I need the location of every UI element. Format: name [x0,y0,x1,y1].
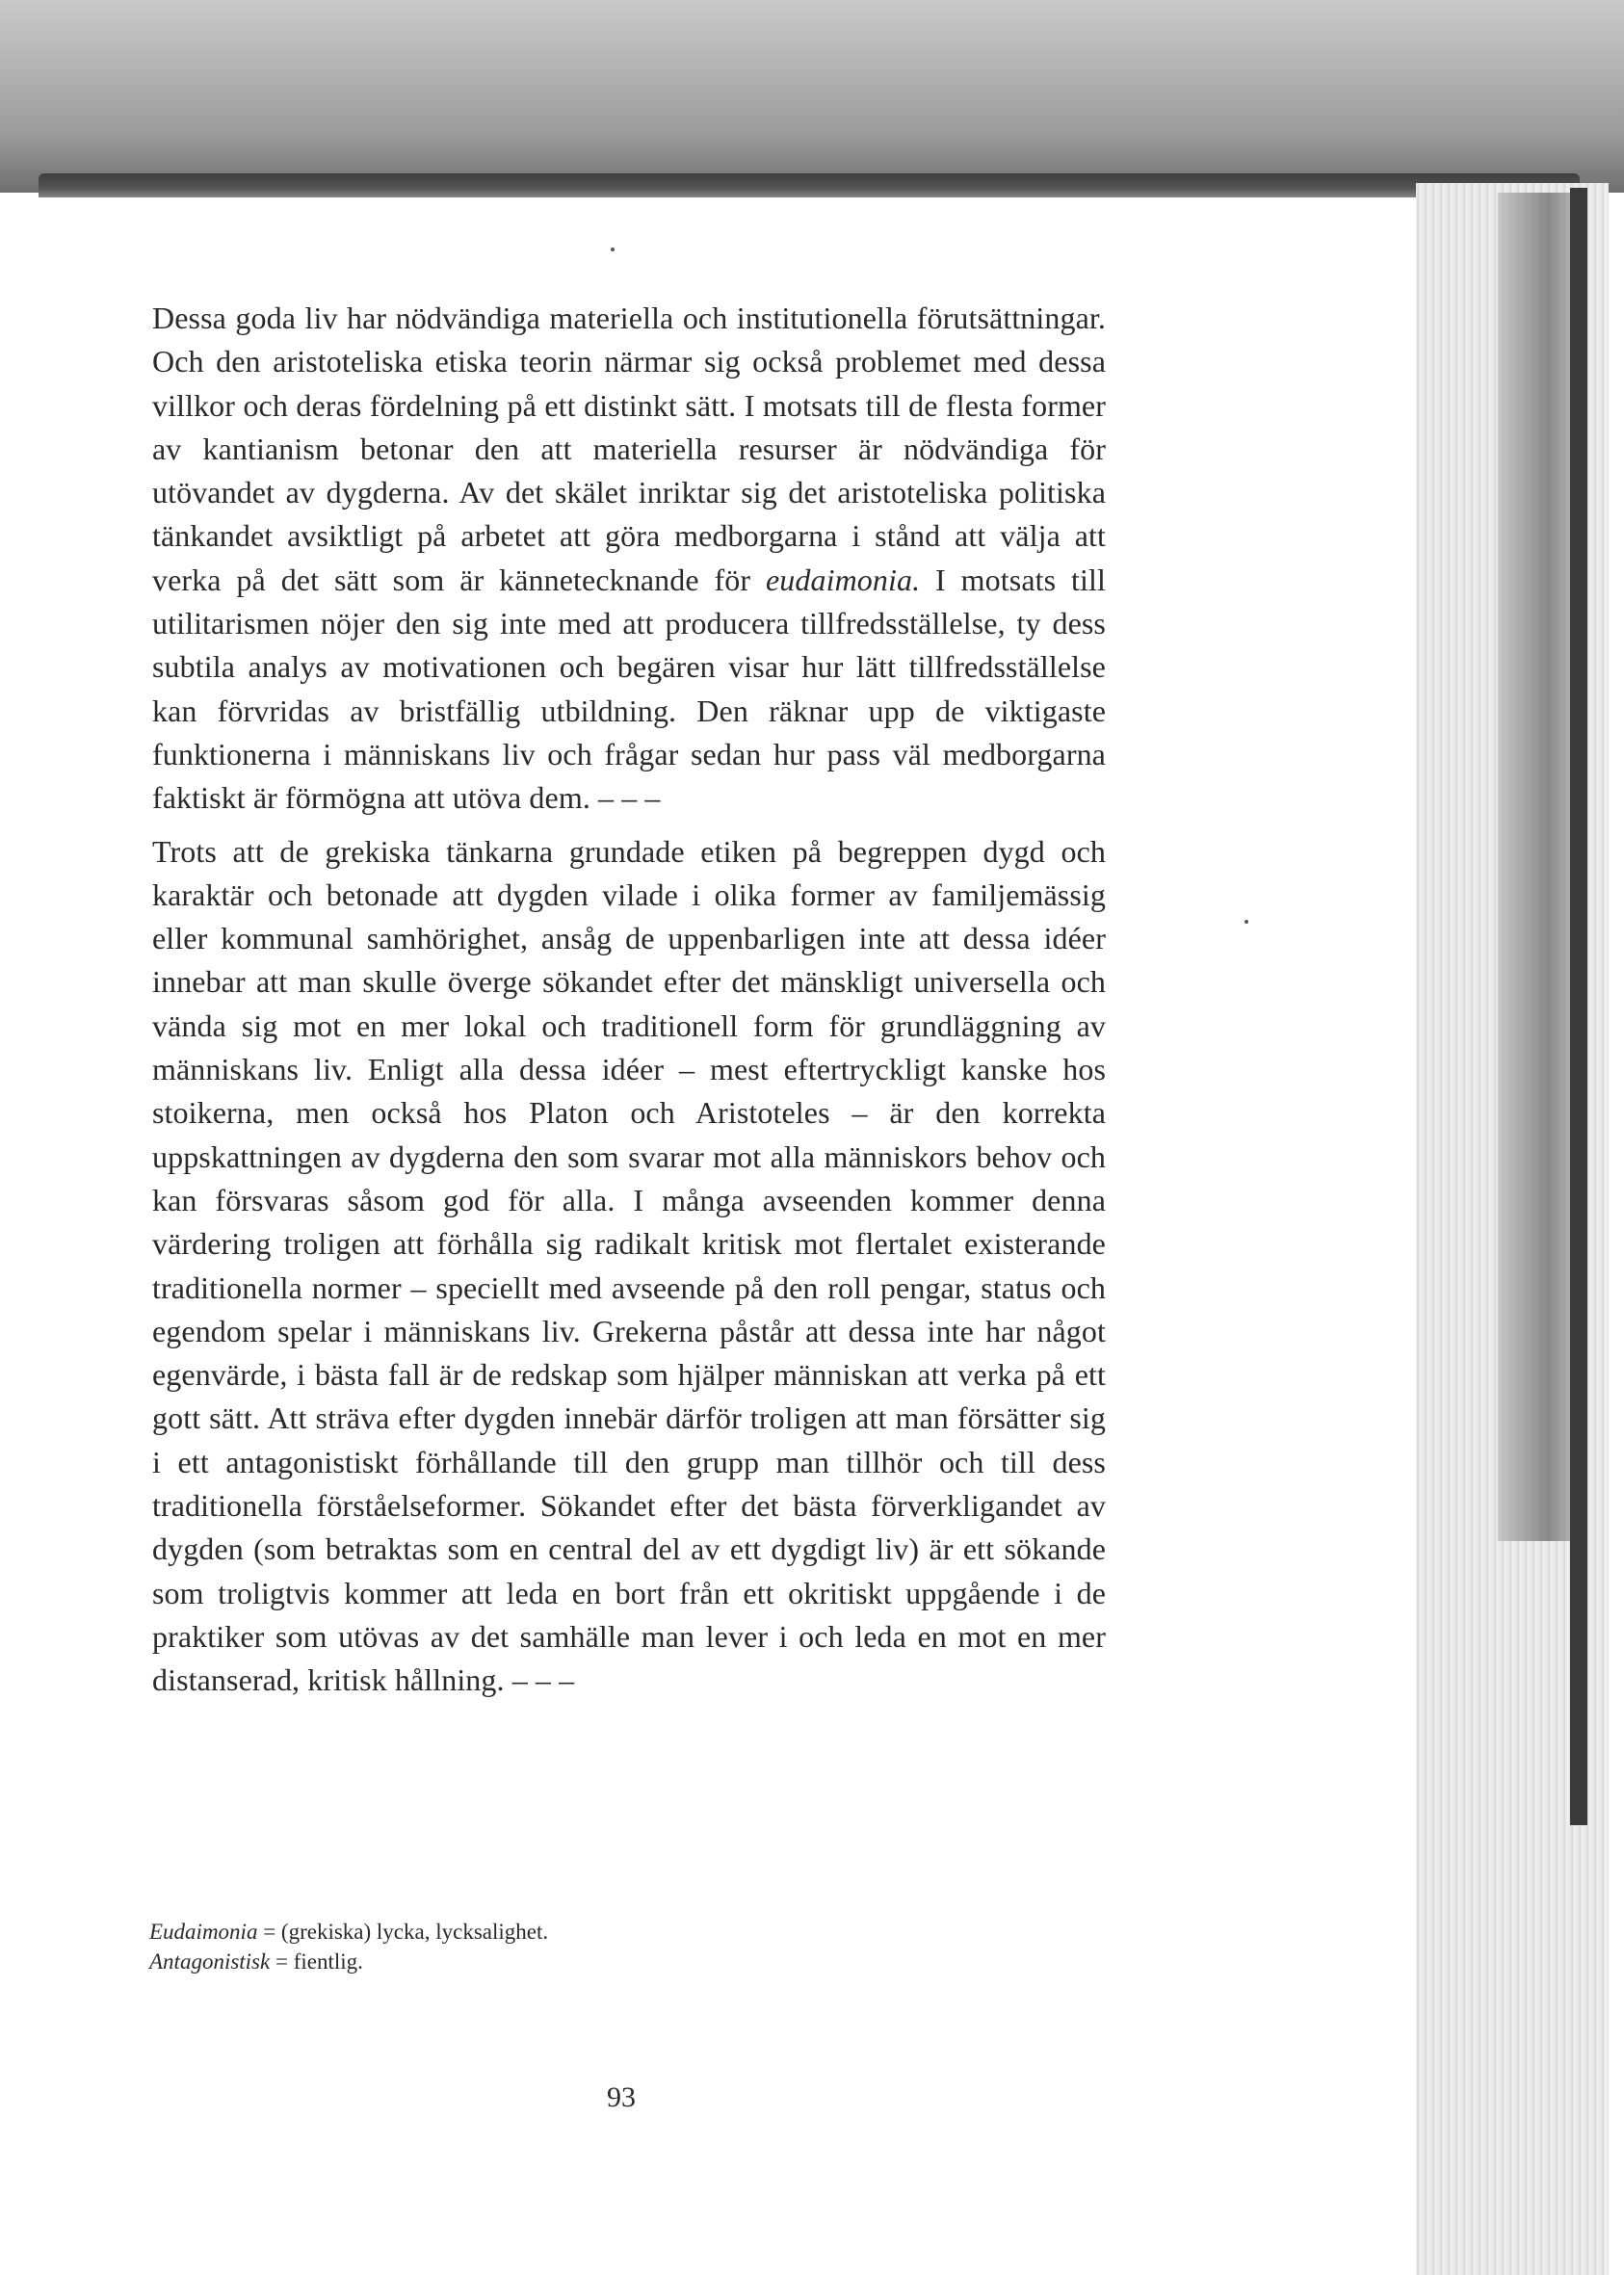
footnote-antagonistisk [149,1947,920,1976]
scan-speck [611,248,615,251]
footnote-eudaimonia [149,1917,920,1947]
page-number: 93 [607,2081,636,2113]
book-page-edges-shadow [1498,193,1570,1541]
paragraph-1-text-end: I motsats till utilitarismen nöjer den sig inte med att producera tillfredsställelse, ty dess subtila analys av motivationen och begären visar hur lätt tillfredsställelse kan förvridas av bristfällig utbildning. Den räknar upp de viktigaste funktionerna i människans liv och frågar sedan hur pass väl medborgarna faktiskt är förmögna att utöva dem. – – – [152,562,1106,816]
book-binding-edge [1570,188,1587,1825]
paragraph-1 [152,297,1106,821]
paragraph-2: Trots att de grekiska tänkarna grundade etiken på begreppen dygd och karaktär och betonade att dygden vilade i olika former av familjemässig eller kommunal samhörighet, ansåg de uppenbarligen inte att dessa idéer innebar att man skulle överge sökandet efter det mänskligt universella och vända sig mot en mer lokal och traditionell form för grundläggning av människans liv. Enligt alla dessa idéer – mest eftertryckligt kanske hos stoikerna, men också hos Platon och Aristoteles – är den korrekta uppskattningen av dygderna den som svarar mot alla människors behov och kan försvaras såsom god för alla. I många avseenden kommer denna värdering troligen att förhålla sig radikalt kritisk mot flertalet existerande traditionella normer – speciellt med avseende på den roll pengar, status och egendom spelar i människans liv. Grekerna påstår att dessa inte har något egenvärde, i bästa fall är de redskap som hjälper människan att verka på ett gott sätt. Att sträva efter dygden innebär därför troligen att man försätter sig i ett antagonistiskt förhållande till den grupp man tillhör och till dess traditionella förståelseformer. Sökandet efter det bästa förverkligandet av dygden (som betraktas som en central del av ett dygdigt liv) är ett sökande som troligtvis kommer att leda en bort från ett okritiskt uppgående i de praktiker som utövas av det samhälle man lever i och leda en mot en mer distanserad, kritisk hållning. – – – [152,833,1106,1698]
footnote-term: Eudaimonia [149,1920,258,1944]
scan-shadow-top [0,0,1624,193]
scan-speck [1244,920,1248,924]
paragraph-1-emphasis: eudaimonia. [765,562,921,597]
book-page [0,197,1416,2275]
footnotes [149,1917,920,1976]
footnote-definition: = (grekiska) lycka, lycksalighet. [257,1920,549,1944]
footnote-term: Antagonistisk [149,1949,271,1974]
footnote-definition: = fientlig. [270,1949,363,1974]
paragraph-1-text-start: Dessa goda liv har nödvändiga materiella och institutionella förutsättningar. Och den aristoteliska etiska teorin närmar sig också problemet med dessa villkor och deras fördelning på ett distinkt sätt. I motsats till de flesta former av kantianism betonar den att materiella resurser är nödvändiga för utövandet av dygderna. Av det skälet inriktar sig det aristoteliska politiska tänkandet avsiktligt på arbetet att göra medborgarna i stånd att välja att verka på det sätt som är kännetecknande för [152,301,1106,597]
book-cover-edge [39,173,1580,198]
body-text [152,297,1106,1703]
